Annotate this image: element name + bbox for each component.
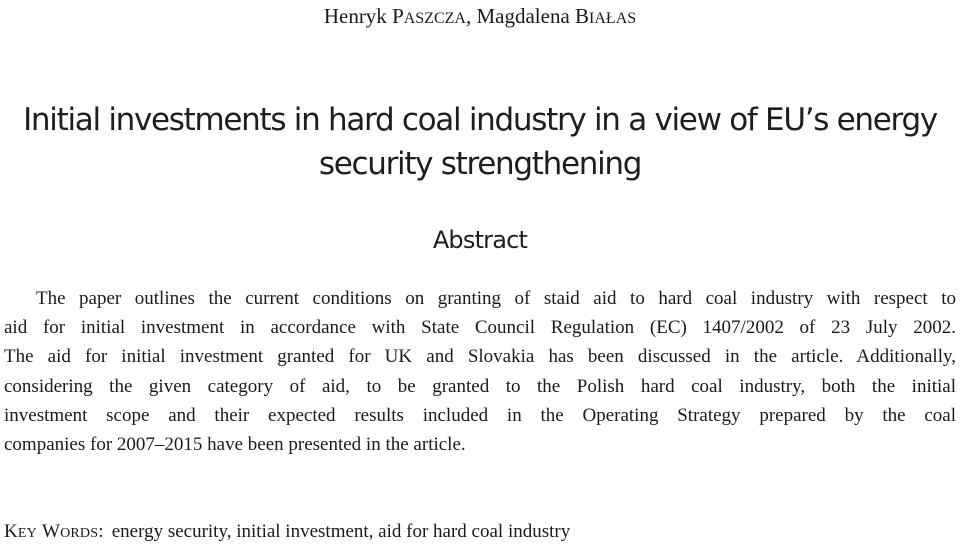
paper-title <box>0 98 960 186</box>
author-1-first-name: Henryk <box>323 4 387 28</box>
keywords-label <box>4 521 104 542</box>
keywords-line <box>4 518 570 548</box>
author-1-last-rest: ASZCZA <box>403 10 466 27</box>
keywords-label-colon: : <box>98 521 104 542</box>
author-2-last-name <box>575 4 636 28</box>
keywords-label-w: W <box>41 521 61 542</box>
abstract-line-1: The paper outlines the current conditions on granting of staid aid to hard coal industry with respect to <box>36 288 956 309</box>
author-line <box>0 2 960 33</box>
author-2-first-name: Magdalena <box>476 4 570 28</box>
author-1-last-name <box>392 4 466 28</box>
abstract-body <box>4 284 956 459</box>
author-2-last-initial: B <box>575 4 590 28</box>
keywords-label-k: K <box>4 521 18 542</box>
abstract-line-4: considering the given category of aid, to be granted to the Polish hard coal industry, both the initial <box>4 375 956 397</box>
author-separator: , <box>465 4 477 28</box>
keywords-values: energy security, initial investment, aid for hard coal industry <box>111 521 571 542</box>
author-1-last-initial: P <box>392 4 404 28</box>
keywords-label-ey: EY <box>17 526 37 541</box>
abstract-line-2: aid for initial investment in accordance with State Council Regulation (EC) 1407/2002 of 23 July 2002. <box>4 317 956 339</box>
author-2-last-rest: IAŁAS <box>589 10 637 27</box>
abstract-heading: Abstract <box>432 226 528 254</box>
abstract-line-6: companies for 2007–2015 have been presented in the article. <box>4 433 466 455</box>
keywords-label-ords: ORDS <box>60 526 99 541</box>
paper-title-line-1: Initial investments in hard coal industry in a view of EU’s energy <box>23 102 937 138</box>
paper-title-line-2: security strengthening <box>318 146 642 182</box>
abstract-line-3: The aid for initial investment granted for UK and Slovakia has been discussed in the article. Additionally, <box>4 346 956 368</box>
abstract-line-5: investment scope and their expected results included in the Operating Strategy prepared by the coal <box>4 404 956 426</box>
